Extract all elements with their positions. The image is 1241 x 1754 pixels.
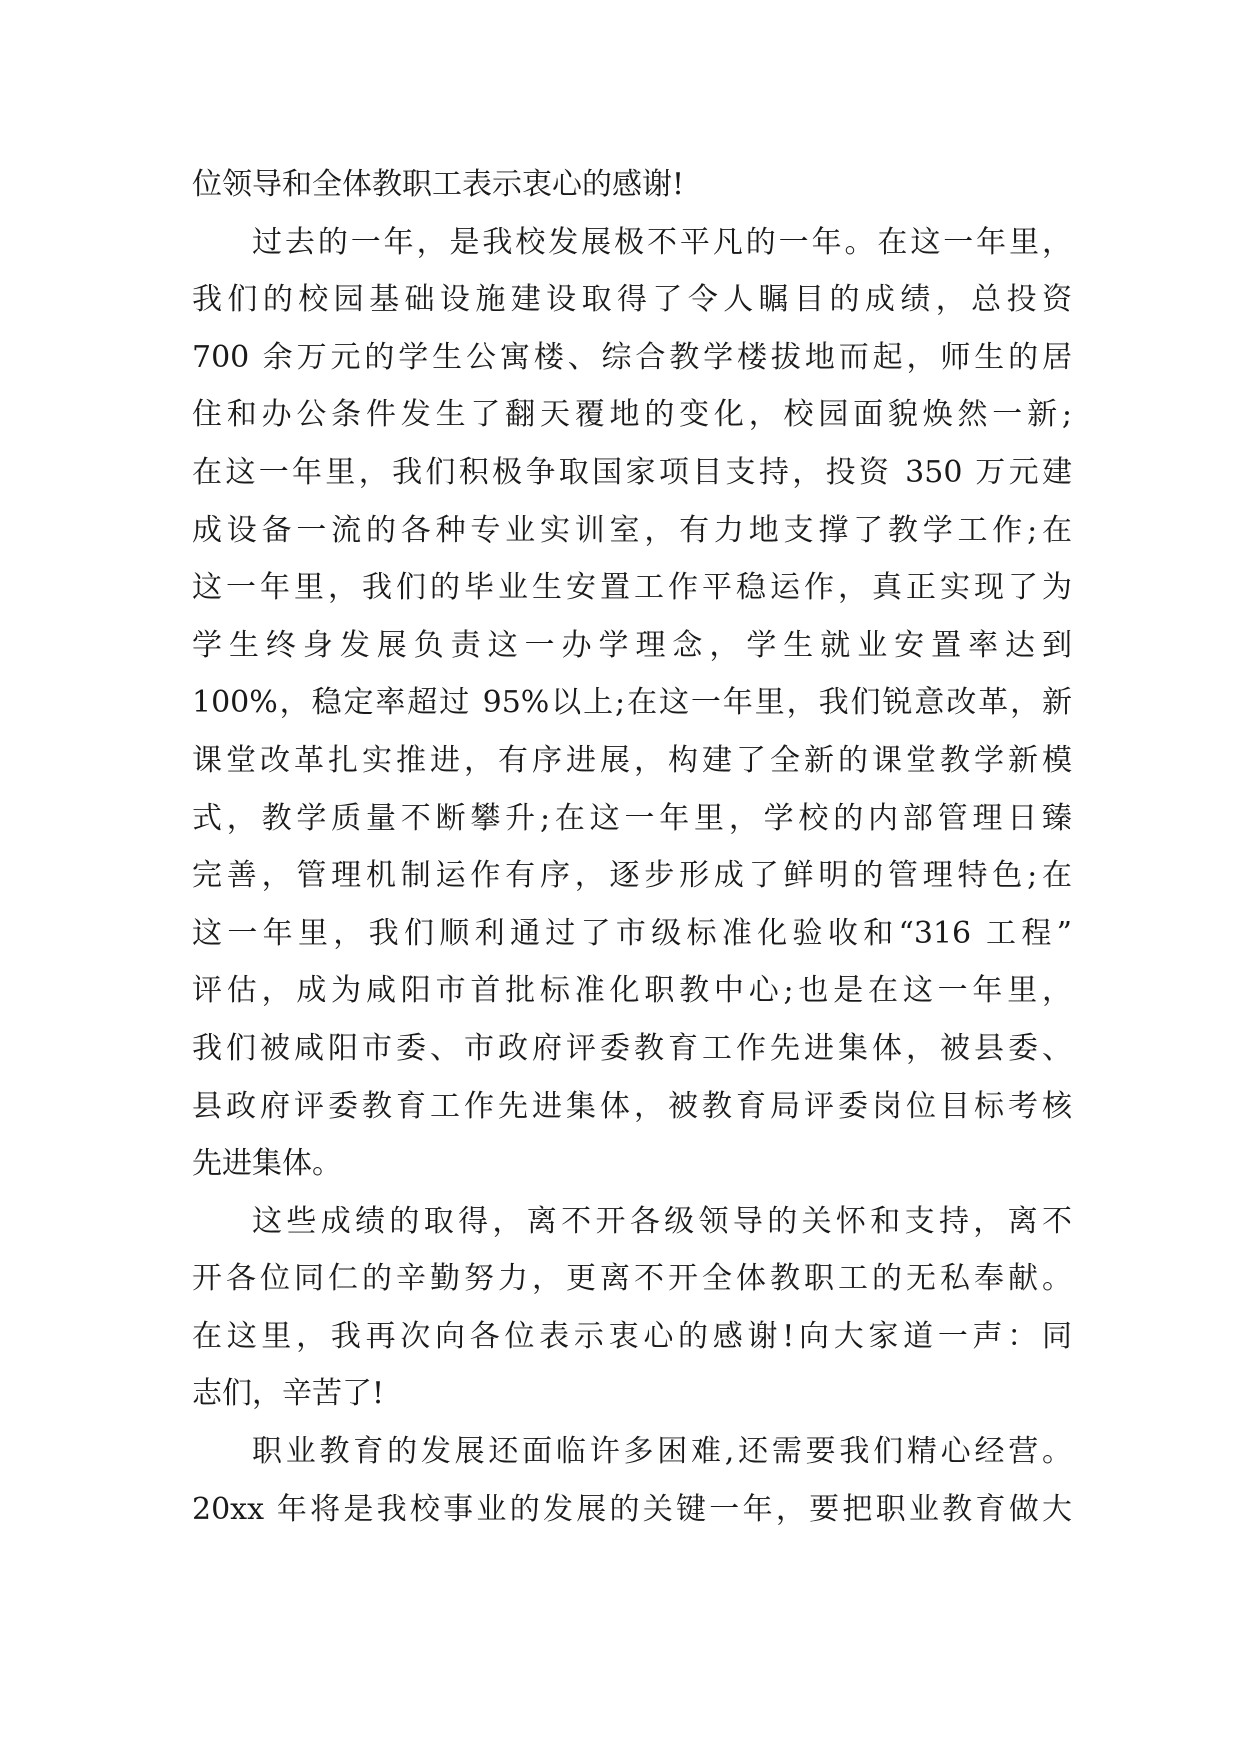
text-line: 在这里，我再次向各位表示衷心的感谢!向大家道一声：同 <box>192 1318 1072 1354</box>
text-line: 完善，管理机制运作有序，逐步形成了鲜明的管理特色;在 <box>192 858 1072 894</box>
text-line: 式，教学质量不断攀升;在这一年里，学校的内部管理日臻 <box>192 800 1072 836</box>
text-line: 过去的一年，是我校发展极不平凡的一年。在这一年里， <box>252 224 1072 260</box>
text-line: 位领导和全体教职工表示衷心的感谢! <box>192 167 685 202</box>
document-body <box>192 156 1072 1538</box>
text-line: 20xx 年将是我校事业的发展的关键一年，要把职业教育做大 <box>192 1491 1072 1527</box>
text-line: 开各位同仁的辛勤努力，更离不开全体教职工的无私奉献。 <box>192 1261 1072 1297</box>
paragraph-1 <box>192 156 1072 214</box>
text-line: 学生终身发展负责这一办学理念，学生就业安置率达到 <box>192 627 1072 663</box>
text-line: 评估，成为咸阳市首批标准化职教中心;也是在这一年里， <box>192 973 1072 1009</box>
text-line: 课堂改革扎实推进，有序进展，构建了全新的课堂教学新模 <box>192 742 1072 778</box>
text-line: 这一年里，我们的毕业生安置工作平稳运作，真正实现了为 <box>192 570 1072 606</box>
text-line: 这一年里，我们顺利通过了市级标准化验收和“316 工程” <box>192 915 1072 951</box>
text-line: 职业教育的发展还面临许多困难,还需要我们精心经营。 <box>252 1434 1072 1470</box>
text-line: 县政府评委教育工作先进集体，被教育局评委岗位目标考核 <box>192 1088 1072 1124</box>
text-line: 先进集体。 <box>192 1146 342 1182</box>
text-line: 700 余万元的学生公寓楼、综合教学楼拔地而起，师生的居 <box>192 339 1072 375</box>
text-line: 我们被咸阳市委、市政府评委教育工作先进集体，被县委、 <box>192 1030 1072 1066</box>
paragraph-2 <box>192 214 1072 1193</box>
text-line: 在这一年里，我们积极争取国家项目支持，投资 350 万元建 <box>192 454 1072 490</box>
text-line: 我们的校园基础设施建设取得了令人瞩目的成绩，总投资 <box>192 282 1072 318</box>
paragraph-3 <box>192 1193 1072 1423</box>
text-line: 住和办公条件发生了翻天覆地的变化，校园面貌焕然一新; <box>192 397 1072 433</box>
text-line: 这些成绩的取得，离不开各级领导的关怀和支持，离不 <box>252 1203 1072 1239</box>
paragraph-4 <box>192 1423 1072 1538</box>
text-line: 成设备一流的各种专业实训室，有力地支撑了教学工作;在 <box>192 512 1072 548</box>
text-line: 100%，稳定率超过 95%以上;在这一年里，我们锐意改革，新 <box>192 685 1072 721</box>
text-line: 志们，辛苦了! <box>192 1376 385 1412</box>
